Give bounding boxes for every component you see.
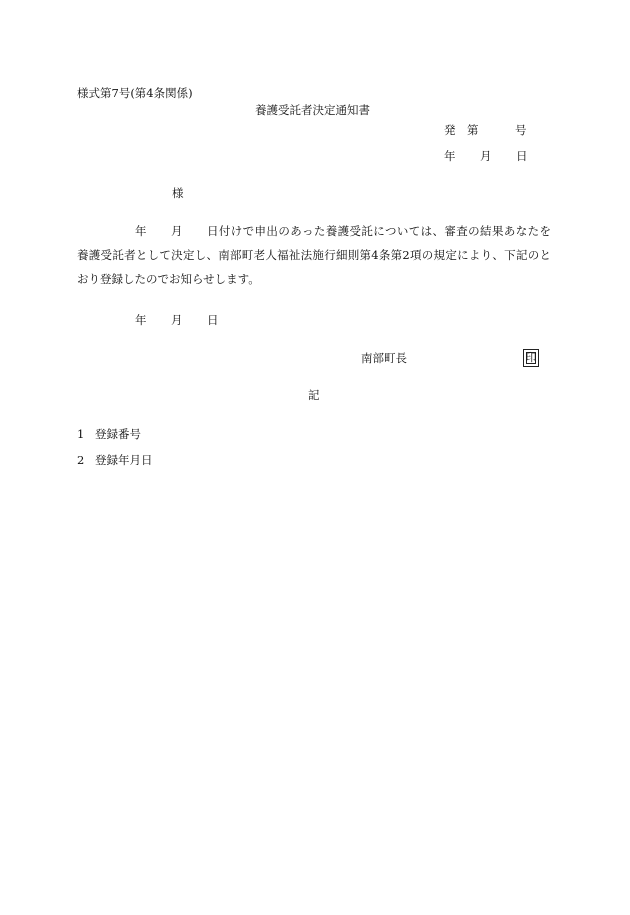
item-number: 1 [77,427,85,441]
issue-label-go: 号 [515,123,527,137]
form-header: 様式第7号(第4条関係) [77,86,193,100]
document-title: 養護受託者決定通知書 [255,103,370,117]
issue-label-hatsu: 発 [444,123,456,137]
item-label: 登録番号 [95,427,141,441]
item-label: 登録年月日 [95,453,153,467]
body-intro-year: 年 [135,224,147,238]
issue-date-month: 月 [480,149,492,163]
body-line-2: 養護受託者として決定し、南部町老人福祉法施行細則第4条第2項の規定により、下記のと [77,248,551,262]
notice-date-day: 日 [207,313,219,327]
addressee-suffix: 様 [172,186,184,200]
signer-title: 南部町長 [361,351,407,365]
seal-mark [523,349,539,367]
notice-date-year: 年 [135,313,147,327]
body-intro-month: 月 [171,224,183,238]
body-line-3: おり登録したのでお知らせします。 [77,272,260,286]
ki-heading: 記 [308,388,320,402]
issue-date-day: 日 [516,149,528,163]
item-number: 2 [77,453,85,467]
seal-label: 印 [525,351,537,364]
issue-date-year: 年 [444,149,456,163]
body-line-1-rest: 日付けで申出のあった養護受託については、審査の結果あなたを [207,224,551,238]
notice-date-month: 月 [171,313,183,327]
issue-label-dai: 第 [467,123,479,137]
